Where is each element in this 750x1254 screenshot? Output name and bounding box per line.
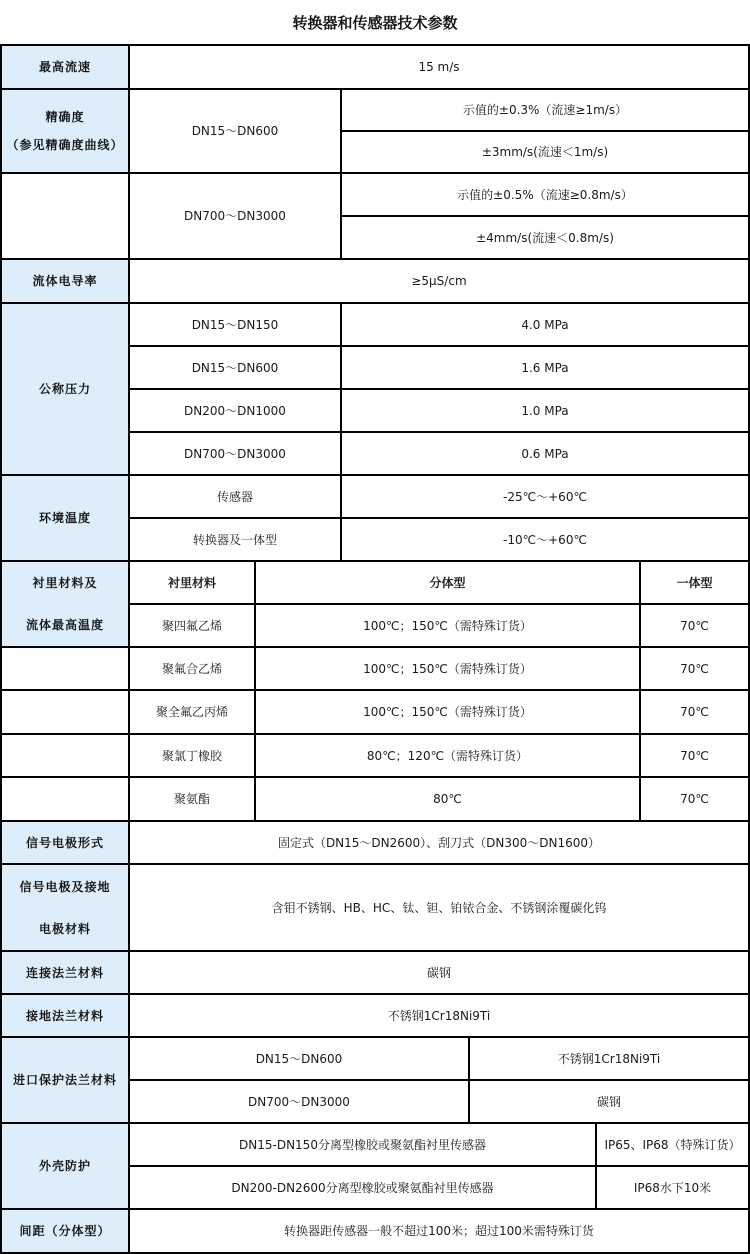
ambient-temp-value: -10℃～+60℃ <box>342 519 750 562</box>
accuracy-label-line2: （参见精确度曲线） <box>6 138 124 152</box>
lining-material: 聚四氟乙烯 <box>130 605 256 648</box>
lining-split-temp: 100℃；150℃（需特殊订货） <box>256 691 641 735</box>
ambient-temp-item: 传感器 <box>130 476 342 519</box>
pressure-value: 1.0 MPa <box>342 390 750 433</box>
lining-header-split: 分体型 <box>256 562 641 605</box>
inlet-flange-value: 碳钢 <box>470 1081 750 1124</box>
lining-label-line2: 流体最高温度 <box>25 618 104 632</box>
lining-label-blank <box>0 691 130 735</box>
page-title: 转换器和传感器技术参数 <box>292 13 458 32</box>
lining-integral-temp: 70℃ <box>641 691 750 735</box>
pressure-dn-range: DN200～DN1000 <box>130 390 342 433</box>
flange-material-value: 碳钢 <box>130 952 750 995</box>
lining-header-integral: 一体型 <box>641 562 750 605</box>
inlet-flange-label: 进口保护法兰材料 <box>0 1038 130 1124</box>
lining-label-blank <box>0 648 130 691</box>
enclosure-label: 外壳防护 <box>0 1124 130 1210</box>
lining-split-temp: 80℃；120℃（需特殊订货） <box>256 735 641 778</box>
accuracy-label <box>0 90 130 174</box>
electrode-material-label-line2: 电极材料 <box>38 921 91 936</box>
inlet-flange-value: 不锈钢1Cr18Ni9Ti <box>470 1038 750 1081</box>
inlet-flange-dn: DN15～DN600 <box>130 1038 470 1081</box>
flange-material-label: 连接法兰材料 <box>0 952 130 995</box>
accuracy-label-line1: 精确度 <box>45 110 85 124</box>
pressure-dn-range: DN700～DN3000 <box>130 433 342 476</box>
lining-integral-temp: 70℃ <box>641 735 750 778</box>
lining-split-temp: 100℃；150℃（需特殊订货） <box>256 648 641 691</box>
pressure-value: 1.6 MPa <box>342 347 750 390</box>
pressure-value: 0.6 MPa <box>342 433 750 476</box>
lining-split-temp: 80℃ <box>256 778 641 822</box>
ground-flange-label: 接地法兰材料 <box>0 995 130 1038</box>
lining-header-material: 衬里材料 <box>130 562 256 605</box>
enclosure-desc: DN200-DN2600分离型橡胶或聚氨酯衬里传感器 <box>130 1167 597 1210</box>
distance-label: 间距（分体型） <box>0 1210 130 1254</box>
accuracy-value: 示值的±0.5%（流速≥0.8m/s） <box>342 174 750 217</box>
lining-material: 聚氯丁橡胶 <box>130 735 256 778</box>
accuracy-label-blank <box>0 174 130 260</box>
accuracy-value: 示值的±0.3%（流速≥1m/s） <box>342 90 750 132</box>
lining-integral-temp: 70℃ <box>641 605 750 648</box>
ambient-temp-label: 环境温度 <box>0 476 130 562</box>
distance-value: 转换器距传感器一般不超过100米；超过100米需特殊订货 <box>130 1210 750 1254</box>
nominal-pressure-label: 公称压力 <box>0 304 130 476</box>
lining-split-temp: 100℃；150℃（需特殊订货） <box>256 605 641 648</box>
lining-label-line1: 衬里材料及 <box>32 576 98 590</box>
ambient-temp-value: -25℃～+60℃ <box>342 476 750 519</box>
electrode-material-label <box>0 865 130 952</box>
ground-flange-value: 不锈钢1Cr18Ni9Ti <box>130 995 750 1038</box>
accuracy-value: ±4mm/s(流速＜0.8m/s) <box>342 217 750 260</box>
electrode-material-label-line1: 信号电极及接地 <box>19 879 111 894</box>
accuracy-value: ±3mm/s(流速＜1m/s) <box>342 132 750 174</box>
pressure-dn-range: DN15～DN600 <box>130 347 342 390</box>
conductivity-value: ≥5μS/cm <box>130 260 750 304</box>
enclosure-rating: IP68水下10米 <box>597 1167 750 1210</box>
inlet-flange-dn: DN700～DN3000 <box>130 1081 470 1124</box>
lining-integral-temp: 70℃ <box>641 648 750 691</box>
accuracy-dn-range: DN700～DN3000 <box>130 174 342 260</box>
conductivity-label: 流体电导率 <box>0 260 130 304</box>
enclosure-desc: DN15-DN150分离型橡胶或聚氨酯衬里传感器 <box>130 1124 597 1167</box>
lining-label-blank <box>0 778 130 822</box>
flow-velocity-label: 最高流速 <box>0 46 130 90</box>
electrode-material-value: 含钼不锈钢、HB、HC、钛、钽、铂铱合金、不锈钢涂覆碳化钨 <box>130 865 750 952</box>
pressure-value: 4.0 MPa <box>342 304 750 347</box>
ambient-temp-item: 转换器及一体型 <box>130 519 342 562</box>
lining-label-blank <box>0 735 130 778</box>
pressure-dn-range: DN15～DN150 <box>130 304 342 347</box>
lining-integral-temp: 70℃ <box>641 778 750 822</box>
accuracy-dn-range: DN15～DN600 <box>130 90 342 174</box>
lining-material: 聚氨酯 <box>130 778 256 822</box>
lining-material: 聚氟合乙烯 <box>130 648 256 691</box>
enclosure-rating: IP65、IP68（特殊订货） <box>597 1124 750 1167</box>
electrode-form-label: 信号电极形式 <box>0 822 130 865</box>
flow-velocity-value: 15 m/s <box>130 46 750 90</box>
lining-material: 聚全氟乙丙烯 <box>130 691 256 735</box>
electrode-form-value: 固定式（DN15～DN2600）、刮刀式（DN300～DN1600） <box>130 822 750 865</box>
lining-label <box>0 562 130 648</box>
